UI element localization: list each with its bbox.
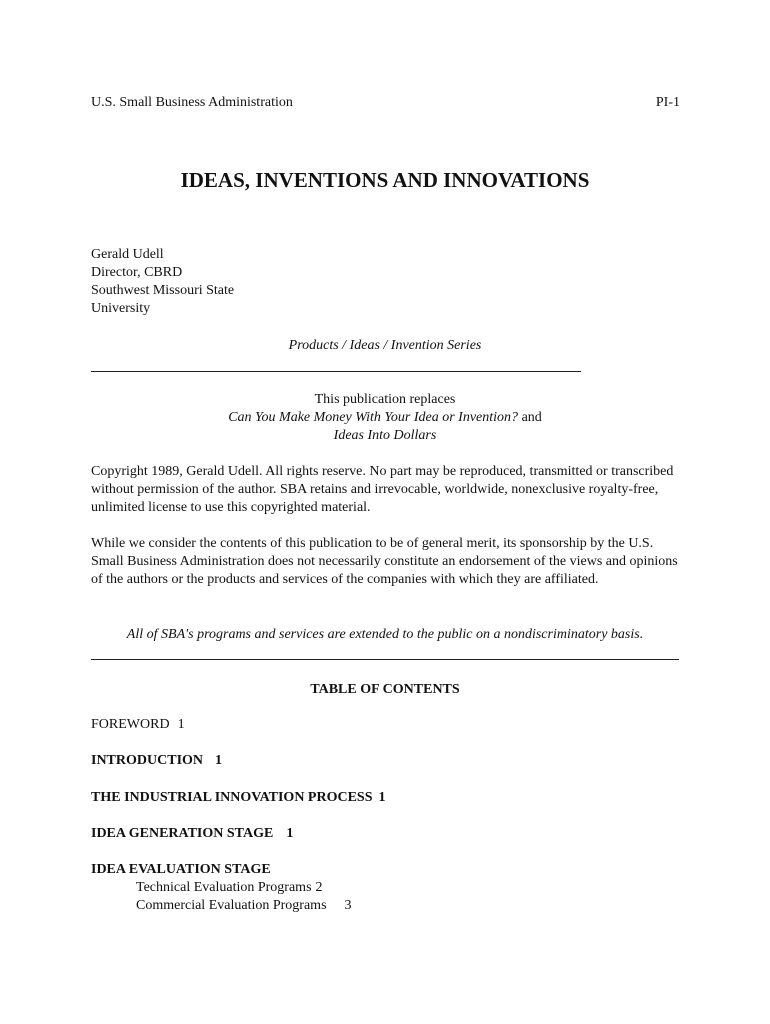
replaces-line2 <box>91 409 679 427</box>
toc-entry-page: 2 <box>315 880 323 895</box>
copyright-paragraph: Copyright 1989, Gerald Udell. All rights reserve. No part may be reproduced, transmitted or transcribed without permission of the author. SBA retains and irrevocable, worldwide, nonexclusive royalty-free, unlimited license to use this copyrighted material. <box>91 464 674 515</box>
toc-entry-page: 1 <box>378 790 386 805</box>
toc-entry-page: 1 <box>215 753 223 768</box>
divider <box>91 371 581 372</box>
toc-entry-label: IDEA GENERATION STAGE <box>91 826 274 841</box>
replaces-conjunction: and <box>518 410 542 425</box>
author-block <box>91 246 234 318</box>
replaces-block <box>91 391 679 445</box>
disclaimer-paragraph: While we consider the contents of this publication to be of general merit, its sponsorship by the U.S. Small Business Administration does not necessarily constitute an endorsement of the views and opinions of the authors or the products and services of the companies with which they are affiliated. <box>91 536 678 587</box>
toc-entry-innovation-process <box>91 789 386 807</box>
toc-entry-page: 1 <box>177 717 185 732</box>
author-institution-line2: University <box>91 301 151 316</box>
toc-subentry-technical <box>136 879 323 897</box>
toc-entry-foreword <box>91 716 185 734</box>
toc-entry-idea-generation <box>91 825 293 843</box>
toc-entry-label: THE INDUSTRIAL INNOVATION PROCESS <box>91 790 373 805</box>
toc-entry-idea-evaluation <box>91 861 271 879</box>
author-name: Gerald Udell <box>91 247 164 262</box>
author-institution-line1: Southwest Missouri State <box>91 283 235 298</box>
toc-entry-label: FOREWORD <box>91 717 170 732</box>
divider <box>91 659 679 660</box>
series-name: Products / Ideas / Invention Series <box>288 338 482 353</box>
toc-entry-page: 3 <box>344 898 352 913</box>
author-position: Director, CBRD <box>91 265 183 280</box>
toc-entry-label: Technical Evaluation Programs <box>136 880 312 895</box>
replaced-title-2: Ideas Into Dollars <box>333 428 437 443</box>
toc-entry-page: 1 <box>286 826 294 841</box>
toc-entry-label: IDEA EVALUATION STAGE <box>91 862 271 877</box>
header-agency: U.S. Small Business Administration <box>91 95 293 110</box>
toc-entry-label: Commercial Evaluation Programs <box>136 898 327 913</box>
header-page-id: PI-1 <box>655 95 680 110</box>
toc-subentry-commercial <box>136 897 352 915</box>
document-title: IDEAS, INVENTIONS AND INNOVATIONS <box>180 168 590 192</box>
toc-entry-label: INTRODUCTION <box>91 753 204 768</box>
toc-heading: TABLE OF CONTENTS <box>310 682 460 697</box>
nondiscrimination-statement: All of SBA's programs and services are extended to the public on a nondiscriminatory basis. <box>126 627 644 642</box>
toc-entry-introduction <box>91 752 222 770</box>
replaces-intro: This publication replaces <box>314 392 456 407</box>
replaced-title-1: Can You Make Money With Your Idea or Invention? <box>228 410 519 425</box>
